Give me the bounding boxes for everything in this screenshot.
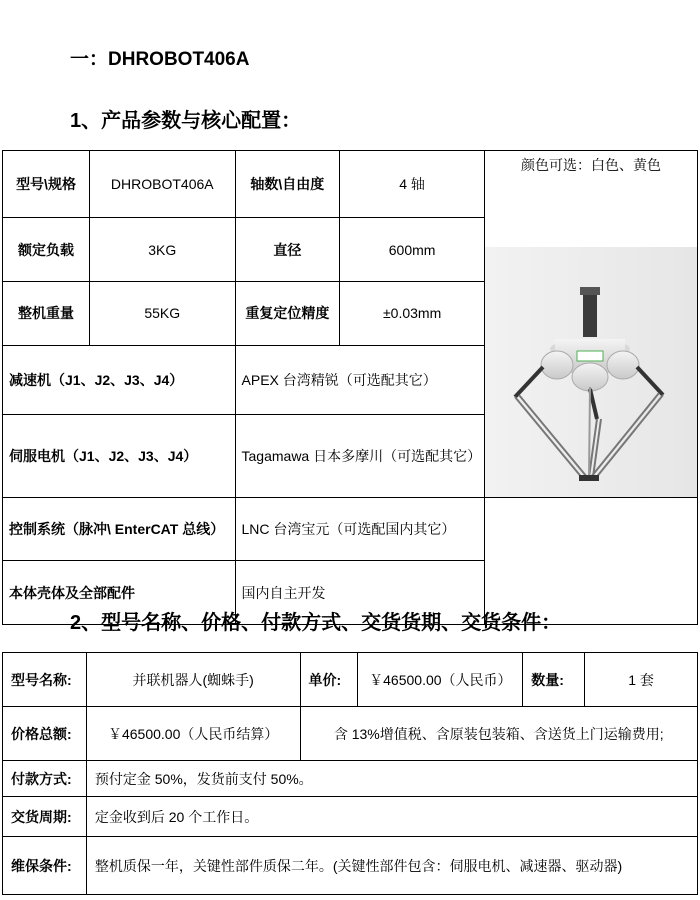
qty-label: 数量: — [523, 653, 585, 707]
product-image-cell — [484, 151, 697, 498]
body-label: 本体壳体及全部配件 — [3, 561, 236, 625]
total-note: 含 13%增值税、含原装包装箱、含送货上门运输费用; — [300, 707, 697, 761]
name-label: 型号名称: — [3, 653, 87, 707]
warranty-value: 整机质保一年，关键性部件质保二年。(关键性部件包含：伺服电机、减速器、驱动器) — [86, 837, 697, 895]
weight-value: 55KG — [90, 281, 235, 345]
model-label: 型号\规格 — [3, 151, 90, 218]
control-value: LNC 台湾宝元（可选配国内其它） — [235, 498, 484, 561]
section1-heading: 1、产品参数与核心配置： — [70, 110, 302, 132]
total-label: 价格总额: — [3, 707, 87, 761]
delta-robot-image — [485, 247, 697, 497]
reducer-value: APEX 台湾精锐（可选配其它） — [235, 345, 484, 414]
section2-heading: 2、型号名称、价格、付款方式、交货货期、交货条件： — [70, 612, 562, 634]
reducer-label: 减速机（J1、J2、J3、J4） — [3, 345, 236, 414]
spec-table — [2, 150, 698, 625]
servo-value: Tagamawa 日本多摩川（可选配其它） — [235, 415, 484, 498]
warranty-label: 维保条件: — [3, 837, 87, 895]
weight-label: 整机重量 — [3, 281, 90, 345]
precision-value: ±0.03mm — [340, 281, 485, 345]
price-label: 单价: — [300, 653, 358, 707]
servo-label: 伺服电机（J1、J2、J3、J4） — [3, 415, 236, 498]
model-value: DHROBOT406A — [90, 151, 235, 218]
total-value: ￥46500.00（人民币结算） — [86, 707, 300, 761]
delivery-label: 交货周期: — [3, 797, 87, 837]
control-label: 控制系统（脉冲\ EnterCAT 总线） — [3, 498, 236, 561]
load-value: 3KG — [90, 218, 235, 282]
price-value: ￥46500.00（人民币） — [358, 653, 523, 707]
axis-value: 4 轴 — [340, 151, 485, 218]
payment-label: 付款方式: — [3, 761, 87, 797]
order-table — [2, 652, 698, 895]
document-title: 一：DHROBOT406A — [70, 49, 250, 70]
name-value: 并联机器人(蜘蛛手) — [86, 653, 300, 707]
color-note: 颜色可选：白色、黄色 — [520, 157, 661, 173]
load-label: 额定负载 — [3, 218, 90, 282]
payment-value: 预付定金 50%，发货前支付 50%。 — [86, 761, 697, 797]
axis-label: 轴数\自由度 — [235, 151, 340, 218]
qty-value: 1 套 — [585, 653, 698, 707]
body-value: 国内自主开发 — [235, 561, 484, 625]
delivery-value: 定金收到后 20 个工作日。 — [86, 797, 697, 837]
diameter-value: 600mm — [340, 218, 485, 282]
diameter-label: 直径 — [235, 218, 340, 282]
precision-label: 重复定位精度 — [235, 281, 340, 345]
